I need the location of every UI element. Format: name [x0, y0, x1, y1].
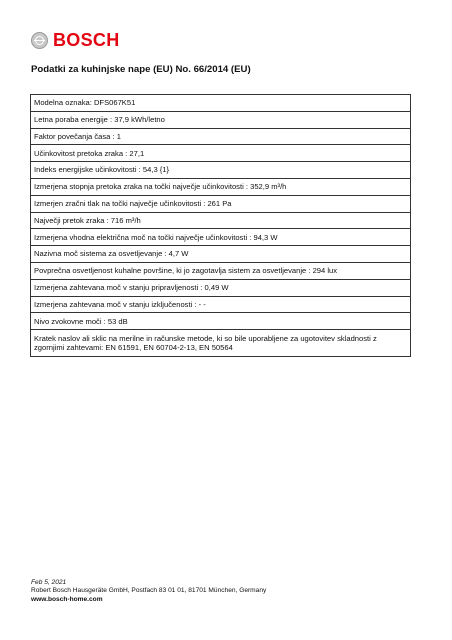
footer-website: www.bosch-home.com: [31, 595, 103, 603]
spec-cell: Modelna oznaka: DFS067K51: [31, 95, 411, 112]
footer-address: Robert Bosch Hausgeräte GmbH, Postfach 83 01 01, 81701 München, Germany: [31, 587, 267, 595]
table-row: [31, 229, 411, 246]
spec-cell: Nivo zvokovne moči : 53 dB: [31, 313, 411, 330]
spec-cell: Letna poraba energije : 37,9 kWh/letno: [31, 111, 411, 128]
bosch-armature-icon: [31, 32, 48, 49]
table-row: [31, 95, 411, 112]
brand-name: BOSCH: [53, 29, 120, 50]
table-row: [31, 178, 411, 195]
spec-cell: Indeks energijske učinkovitosti : 54,3 {1}: [31, 162, 411, 179]
spec-cell: Izmerjena zahtevana moč v stanju pripravljenosti : 0,49 W: [31, 279, 411, 296]
spec-cell: Nazivna moč sistema za osvetljevanje : 4,7 W: [31, 246, 411, 263]
spec-cell: Izmerjena vhodna električna moč na točki največje učinkovitosti : 94,3 W: [31, 229, 411, 246]
spec-cell: Učinkovitost pretoka zraka : 27,1: [31, 145, 411, 162]
table-row: [31, 195, 411, 212]
spec-table: [30, 94, 411, 357]
spec-cell: Izmerjena stopnja pretoka zraka na točki največje učinkovitosti : 352,9 m³/h: [31, 178, 411, 195]
table-row: [31, 262, 411, 279]
spec-cell: Izmerjena zahtevana moč v stanju izključenosti : - -: [31, 296, 411, 313]
table-row: [31, 296, 411, 313]
table-row: [31, 128, 411, 145]
document-title: Podatki za kuhinjske nape (EU) No. 66/2014 (EU): [31, 64, 251, 75]
spec-cell: Največji pretok zraka : 716 m³/h: [31, 212, 411, 229]
spec-cell: Povprečna osvetljenost kuhalne površine, ki jo zagotavlja sistem za osvetljevanje : 294 lux: [31, 262, 411, 279]
spec-cell: Kratek naslov ali sklic na merilne in računske metode, ki so bile uporabljene za ugotovitev skladnosti z zgornjimi zahtevami: EN 61591, EN 60704-2-13, EN 50564: [31, 330, 411, 357]
table-row: [31, 162, 411, 179]
footer-date: Feb 5, 2021: [31, 579, 67, 586]
spec-cell: Izmerjen zračni tlak na točki največje učinkovitosti : 261 Pa: [31, 195, 411, 212]
table-row: [31, 330, 411, 357]
table-row: [31, 145, 411, 162]
bosch-logo: [31, 29, 120, 51]
table-row: [31, 212, 411, 229]
table-row: [31, 279, 411, 296]
spec-cell: Faktor povečanja časa : 1: [31, 128, 411, 145]
table-row: [31, 246, 411, 263]
table-row: [31, 313, 411, 330]
footer: [31, 579, 266, 604]
table-row: [31, 111, 411, 128]
